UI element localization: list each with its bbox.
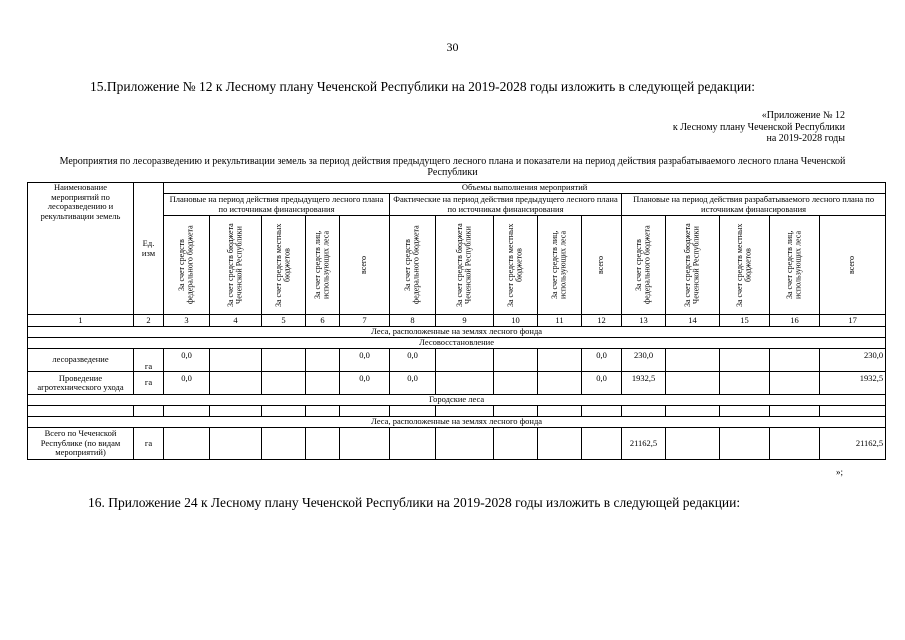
subheader-federal: За счет средств федерального бюджета — [403, 225, 421, 305]
header-group-planned-prev: Плановые на период действия предыдущего лесного плана по источникам финансирования — [164, 194, 390, 216]
col-number: 6 — [306, 315, 340, 327]
col-number: 1 — [28, 315, 134, 327]
total-row — [28, 428, 886, 460]
subheader-total: всего — [596, 256, 606, 275]
col-number: 17 — [820, 315, 886, 327]
header-group-actual-prev: Фактические на период действия предыдущего лесного плана по источникам финансирования — [390, 194, 622, 216]
col-number: 8 — [390, 315, 436, 327]
cell-value: 21162,5 — [622, 428, 666, 460]
col-number: 11 — [538, 315, 582, 327]
column-numbers-row — [28, 315, 886, 327]
subheader-users: За счет средств лиц, использующих леса — [313, 230, 331, 300]
section-forest-lands-2: Леса, расположенные на землях лесного фонда — [28, 417, 886, 428]
col-number: 7 — [340, 315, 390, 327]
row-unit: га — [134, 372, 164, 395]
cell-value: 0,0 — [340, 349, 390, 372]
subheader-total: всего — [359, 256, 369, 275]
appendix-line: на 2019-2028 годы — [766, 133, 845, 144]
col-number: 12 — [582, 315, 622, 327]
empty-row — [28, 406, 886, 417]
cell-value: 0,0 — [340, 372, 390, 395]
total-row-name: Всего по Чеченской Республике (по видам мероприятий) — [28, 428, 134, 460]
appendix-reference — [625, 110, 845, 145]
col-number: 10 — [494, 315, 538, 327]
cell-value: 230,0 — [622, 349, 666, 372]
table-row — [28, 372, 886, 395]
section-reforestation: Лесовосстановление — [28, 338, 886, 349]
subheader-local: За счет средств местных бюджетов — [506, 223, 524, 307]
col-number: 9 — [436, 315, 494, 327]
row-name: лесоразведение — [28, 349, 134, 372]
subheader-federal: За счет средств федерального бюджета — [177, 225, 195, 305]
cell-value: 21162,5 — [820, 428, 886, 460]
col-number: 4 — [210, 315, 262, 327]
page-number: 30 — [446, 40, 459, 54]
col-number: 16 — [770, 315, 820, 327]
col-number: 13 — [622, 315, 666, 327]
cell-value: 1932,5 — [622, 372, 666, 395]
cell-value: 1932,5 — [820, 372, 886, 395]
cell-value: 0,0 — [164, 372, 210, 395]
cell-value: 0,0 — [582, 349, 622, 372]
cell-value: 230,0 — [820, 349, 886, 372]
cell-value: 0,0 — [390, 349, 436, 372]
row-unit: га — [134, 349, 164, 372]
subheader-total: всего — [847, 256, 857, 275]
header-group-planned-new: Плановые на период действия разрабатываемого лесного плана по источникам финансирования — [622, 194, 886, 216]
table-row — [28, 349, 886, 372]
col-number: 3 — [164, 315, 210, 327]
section-heading-16: 16. Приложение 24 к Лесному плану Чеченской Республики на 2019-2028 годы изложить в следующей редакции: — [88, 495, 741, 510]
subheader-local: За счет средств местных бюджетов — [735, 223, 753, 307]
subheader-users: За счет средств лиц, использующих леса — [785, 230, 803, 300]
subheader-republic: За счет средств бюджета Чеченской Республики — [455, 223, 473, 307]
appendix-line: «Приложение № 12 — [761, 110, 845, 121]
section-forest-lands: Леса, расположенные на землях лесного фонда — [28, 327, 886, 338]
closing-quote-mark: »; — [836, 467, 844, 477]
cell-value: 0,0 — [390, 372, 436, 395]
table-title: Мероприятия по лесоразведению и рекультивации земель за период действия предыдущего лесного плана и показатели на период действия разрабатываемого лесного плана Чеченской Республики — [59, 156, 846, 178]
header-unit: Ед. изм — [134, 183, 164, 315]
row-name: Проведение агротехнического ухода — [28, 372, 134, 395]
cell-value: 0,0 — [164, 349, 210, 372]
col-number: 15 — [720, 315, 770, 327]
appendix-line: к Лесному плану Чеченской Республики — [672, 121, 845, 133]
section-heading-15: 15.Приложение № 12 к Лесному плану Чеченской Республики на 2019-2028 годы изложить в следующей редакции: — [90, 79, 756, 94]
header-volumes: Объемы выполнения мероприятий — [164, 183, 886, 194]
col-number: 14 — [666, 315, 720, 327]
section-urban-forests: Городские леса — [28, 395, 886, 406]
activities-table — [27, 182, 886, 460]
col-number: 2 — [134, 315, 164, 327]
subheader-users: За счет средств лиц, использующих леса — [550, 230, 568, 300]
total-row-unit: га — [134, 428, 164, 460]
subheader-local: За счет средств местных бюджетов — [274, 223, 292, 307]
col-number: 5 — [262, 315, 306, 327]
header-name: Наименование мероприятий по лесоразведению и рекультивации земель — [28, 183, 134, 315]
subheader-republic: За счет средств бюджета Чеченской Республики — [226, 223, 244, 307]
cell-value: 0,0 — [582, 372, 622, 395]
subheader-republic: За счет средств бюджета Чеченской Республики — [683, 223, 701, 307]
subheader-federal: За счет средств федерального бюджета — [634, 225, 652, 305]
